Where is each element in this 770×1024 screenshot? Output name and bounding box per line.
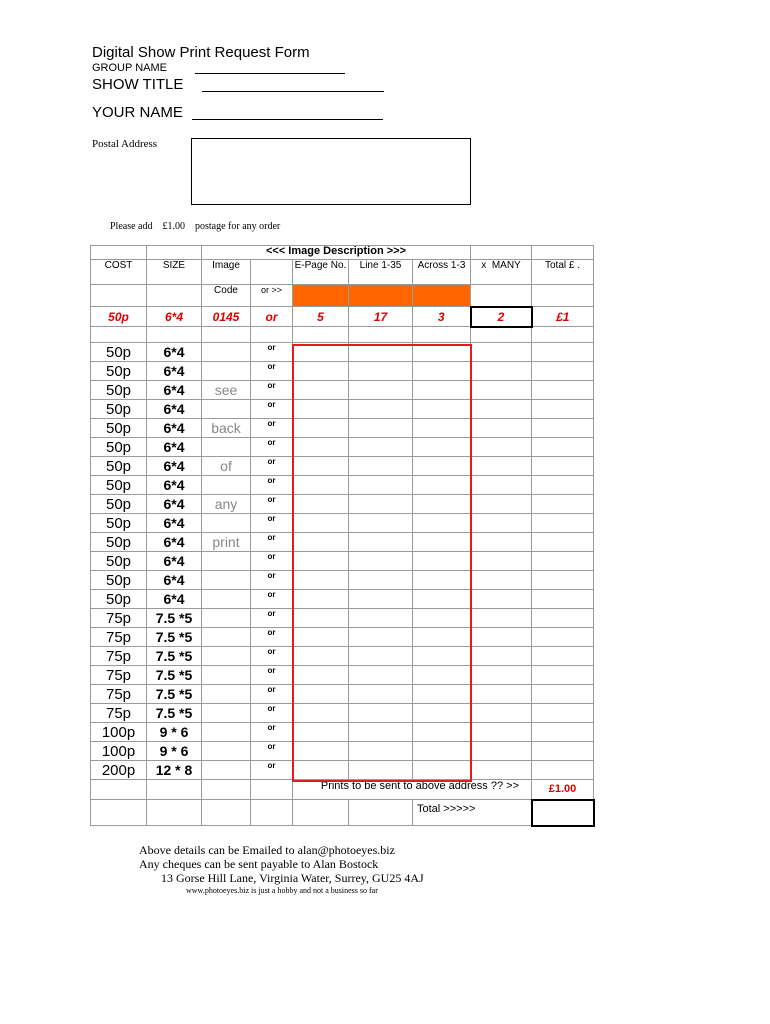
table-row (91, 666, 594, 685)
row-image-code[interactable] (202, 590, 251, 609)
row-epage-input[interactable] (293, 685, 349, 704)
row-epage-input[interactable] (293, 609, 349, 628)
row-line-input[interactable] (349, 533, 413, 552)
row-total (532, 761, 594, 780)
total-label: Total >>>>> (413, 800, 532, 826)
row-image-code[interactable] (202, 400, 251, 419)
row-cost: 50p (91, 362, 147, 381)
row-epage-input[interactable] (293, 533, 349, 552)
table-row (91, 571, 594, 590)
table-row (91, 343, 594, 362)
row-cost: 75p (91, 609, 147, 628)
row-epage-input[interactable] (293, 590, 349, 609)
row-many-input[interactable] (471, 571, 532, 590)
row-size: 7.5 *5 (147, 647, 202, 666)
row-image-code[interactable] (202, 628, 251, 647)
header-size: SIZE (147, 260, 202, 285)
row-cost: 50p (91, 343, 147, 362)
row-many-input[interactable] (471, 362, 532, 381)
row-or: or (251, 362, 293, 381)
example-epage: 5 (293, 307, 349, 327)
across-highlight (413, 285, 471, 307)
row-cost: 50p (91, 514, 147, 533)
row-many-input[interactable] (471, 704, 532, 723)
row-across-input[interactable] (413, 609, 471, 628)
row-many-input[interactable] (471, 514, 532, 533)
header-blank (251, 260, 293, 285)
row-total (532, 685, 594, 704)
row-many-input[interactable] (471, 647, 532, 666)
table-row (91, 742, 594, 761)
row-total (532, 647, 594, 666)
row-cost: 100p (91, 723, 147, 742)
row-or: or (251, 495, 293, 514)
row-epage-input[interactable] (293, 514, 349, 533)
postage-note: Please add £1.00 postage for any order (110, 221, 281, 232)
row-total (532, 457, 594, 476)
row-across-input[interactable] (413, 742, 471, 761)
row-cost: 50p (91, 552, 147, 571)
row-or: or (251, 609, 293, 628)
row-line-input[interactable] (349, 400, 413, 419)
postage-value: £1.00 (532, 780, 594, 800)
table-row (91, 476, 594, 495)
your-name-label: YOUR NAME (92, 104, 183, 121)
postal-address-field[interactable] (191, 138, 471, 205)
row-size: 7.5 *5 (147, 685, 202, 704)
row-epage-input[interactable] (293, 723, 349, 742)
row-or: or (251, 457, 293, 476)
table-row (91, 685, 594, 704)
row-many-input[interactable] (471, 419, 532, 438)
row-across-input[interactable] (413, 381, 471, 400)
row-image-code[interactable] (202, 438, 251, 457)
row-or: or (251, 628, 293, 647)
table-row (91, 495, 594, 514)
show-title-field[interactable] (202, 91, 384, 92)
row-size: 6*4 (147, 362, 202, 381)
row-epage-input[interactable] (293, 495, 349, 514)
row-across-input[interactable] (413, 476, 471, 495)
row-size: 6*4 (147, 381, 202, 400)
row-across-input[interactable] (413, 761, 471, 780)
row-across-input[interactable] (413, 666, 471, 685)
total-row (91, 800, 594, 826)
row-size: 6*4 (147, 476, 202, 495)
row-many-input[interactable] (471, 438, 532, 457)
row-across-input[interactable] (413, 495, 471, 514)
row-cost: 75p (91, 628, 147, 647)
row-total (532, 533, 594, 552)
row-epage-input[interactable] (293, 666, 349, 685)
row-line-input[interactable] (349, 742, 413, 761)
row-size: 9 * 6 (147, 723, 202, 742)
order-table (90, 245, 595, 827)
row-across-input[interactable] (413, 533, 471, 552)
row-total (532, 419, 594, 438)
row-line-input[interactable] (349, 609, 413, 628)
row-image-code[interactable]: any (202, 495, 251, 514)
epage-highlight (293, 285, 349, 307)
row-across-input[interactable] (413, 514, 471, 533)
row-total (532, 666, 594, 685)
row-cost: 50p (91, 590, 147, 609)
address-line: 13 Gorse Hill Lane, Virginia Water, Surrey, GU25 4AJ (161, 871, 424, 885)
table-row (91, 457, 594, 476)
row-line-input[interactable] (349, 552, 413, 571)
row-across-input[interactable] (413, 438, 471, 457)
table-row (91, 514, 594, 533)
row-image-code[interactable] (202, 362, 251, 381)
row-size: 6*4 (147, 590, 202, 609)
row-size: 6*4 (147, 514, 202, 533)
row-across-input[interactable] (413, 343, 471, 362)
header-image: Image (202, 260, 251, 285)
row-many-input[interactable] (471, 552, 532, 571)
row-or: or (251, 419, 293, 438)
row-or: or (251, 552, 293, 571)
row-many-input[interactable] (471, 761, 532, 780)
row-cost: 75p (91, 666, 147, 685)
row-size: 9 * 6 (147, 742, 202, 761)
row-image-code[interactable] (202, 514, 251, 533)
row-cost: 75p (91, 647, 147, 666)
row-total (532, 381, 594, 400)
row-cost: 100p (91, 742, 147, 761)
row-many-input[interactable] (471, 533, 532, 552)
row-image-code[interactable]: back (202, 419, 251, 438)
table-row (91, 438, 594, 457)
row-many-input[interactable] (471, 381, 532, 400)
row-cost: 50p (91, 438, 147, 457)
row-or: or (251, 704, 293, 723)
row-many-input[interactable] (471, 476, 532, 495)
row-cost: 50p (91, 457, 147, 476)
postal-address-label: Postal Address (92, 138, 158, 150)
form-title: Digital Show Print Request Form (92, 44, 310, 61)
row-or: or (251, 438, 293, 457)
row-line-input[interactable] (349, 514, 413, 533)
row-epage-input[interactable] (293, 647, 349, 666)
table-row (91, 723, 594, 742)
row-line-input[interactable] (349, 704, 413, 723)
row-or: or (251, 381, 293, 400)
table-row (91, 704, 594, 723)
row-epage-input[interactable] (293, 438, 349, 457)
row-line-input[interactable] (349, 381, 413, 400)
row-many-input[interactable] (471, 343, 532, 362)
row-line-input[interactable] (349, 362, 413, 381)
disclaimer-line: www.photoeyes.biz is just a hobby and not a business so far (186, 886, 378, 895)
row-or: or (251, 514, 293, 533)
row-many-input[interactable] (471, 685, 532, 704)
row-across-input[interactable] (413, 400, 471, 419)
header-code: Code (202, 285, 251, 307)
row-image-code[interactable] (202, 476, 251, 495)
row-total (532, 609, 594, 628)
row-size: 7.5 *5 (147, 628, 202, 647)
header-total: Total £ . (532, 260, 594, 285)
your-name-field[interactable] (192, 119, 383, 120)
row-image-code[interactable] (202, 742, 251, 761)
row-epage-input[interactable] (293, 419, 349, 438)
postage-row (91, 780, 594, 800)
row-cost: 75p (91, 704, 147, 723)
row-size: 6*4 (147, 457, 202, 476)
header-epage: E-Page No. (293, 260, 349, 285)
table-row (91, 419, 594, 438)
row-total (532, 400, 594, 419)
row-image-code[interactable] (202, 647, 251, 666)
row-line-input[interactable] (349, 476, 413, 495)
row-line-input[interactable] (349, 438, 413, 457)
row-line-input[interactable] (349, 495, 413, 514)
row-size: 6*4 (147, 438, 202, 457)
row-across-input[interactable] (413, 647, 471, 666)
email-line: Above details can be Emailed to alan@photoeyes.biz (139, 843, 395, 857)
row-image-code[interactable] (202, 571, 251, 590)
example-size: 6*4 (147, 307, 202, 327)
row-cost: 200p (91, 761, 147, 780)
row-image-code[interactable]: see (202, 381, 251, 400)
row-size: 7.5 *5 (147, 704, 202, 723)
example-row (91, 307, 594, 327)
row-line-input[interactable] (349, 457, 413, 476)
example-code: 0145 (202, 307, 251, 327)
row-epage-input[interactable] (293, 400, 349, 419)
row-total (532, 628, 594, 647)
row-epage-input[interactable] (293, 476, 349, 495)
row-total (532, 343, 594, 362)
row-line-input[interactable] (349, 343, 413, 362)
row-total (532, 571, 594, 590)
row-or: or (251, 400, 293, 419)
row-cost: 50p (91, 533, 147, 552)
row-across-input[interactable] (413, 590, 471, 609)
row-image-code[interactable] (202, 666, 251, 685)
row-epage-input[interactable] (293, 552, 349, 571)
row-many-input[interactable] (471, 400, 532, 419)
row-total (532, 742, 594, 761)
row-or: or (251, 533, 293, 552)
row-epage-input[interactable] (293, 381, 349, 400)
row-size: 6*4 (147, 343, 202, 362)
example-total: £1 (532, 307, 594, 327)
row-across-input[interactable] (413, 723, 471, 742)
row-across-input[interactable] (413, 362, 471, 381)
postage-row-label: Prints to be sent to above address ?? >> (293, 780, 532, 800)
table-row (91, 362, 594, 381)
table-row (91, 400, 594, 419)
row-size: 6*4 (147, 533, 202, 552)
row-or: or (251, 666, 293, 685)
header-or: or >> (251, 285, 293, 307)
example-many: 2 (471, 307, 532, 327)
row-or: or (251, 590, 293, 609)
show-title-label: SHOW TITLE (92, 76, 184, 93)
row-line-input[interactable] (349, 666, 413, 685)
row-size: 6*4 (147, 571, 202, 590)
row-size: 6*4 (147, 400, 202, 419)
row-many-input[interactable] (471, 495, 532, 514)
row-total (532, 590, 594, 609)
row-many-input[interactable] (471, 742, 532, 761)
row-cost: 50p (91, 495, 147, 514)
header-line: Line 1-35 (349, 260, 413, 285)
row-cost: 50p (91, 476, 147, 495)
header-many: x MANY (471, 260, 532, 285)
row-size: 6*4 (147, 419, 202, 438)
row-many-input[interactable] (471, 590, 532, 609)
row-epage-input[interactable] (293, 457, 349, 476)
row-across-input[interactable] (413, 704, 471, 723)
row-across-input[interactable] (413, 419, 471, 438)
row-cost: 50p (91, 381, 147, 400)
row-epage-input[interactable] (293, 761, 349, 780)
row-epage-input[interactable] (293, 362, 349, 381)
header-across: Across 1-3 (413, 260, 471, 285)
row-total (532, 438, 594, 457)
row-line-input[interactable] (349, 628, 413, 647)
row-cost: 50p (91, 400, 147, 419)
table-row (91, 590, 594, 609)
row-cost: 50p (91, 419, 147, 438)
row-line-input[interactable] (349, 723, 413, 742)
row-total (532, 495, 594, 514)
row-size: 6*4 (147, 495, 202, 514)
row-many-input[interactable] (471, 609, 532, 628)
table-row (91, 533, 594, 552)
example-across: 3 (413, 307, 471, 327)
table-row (91, 647, 594, 666)
row-epage-input[interactable] (293, 742, 349, 761)
row-line-input[interactable] (349, 761, 413, 780)
image-description-header: <<< Image Description >>> (202, 246, 471, 260)
example-or: or (251, 307, 293, 327)
row-across-input[interactable] (413, 457, 471, 476)
cheque-line: Any cheques can be sent payable to Alan Bostock (139, 857, 379, 871)
row-or: or (251, 723, 293, 742)
row-image-code[interactable]: of (202, 457, 251, 476)
table-row (91, 381, 594, 400)
table-row (91, 552, 594, 571)
row-image-code[interactable] (202, 704, 251, 723)
row-epage-input[interactable] (293, 628, 349, 647)
table-row (91, 628, 594, 647)
row-image-code[interactable] (202, 609, 251, 628)
row-many-input[interactable] (471, 628, 532, 647)
row-many-input[interactable] (471, 723, 532, 742)
row-epage-input[interactable] (293, 704, 349, 723)
row-many-input[interactable] (471, 666, 532, 685)
table-row (91, 609, 594, 628)
row-cost: 50p (91, 571, 147, 590)
row-cost: 75p (91, 685, 147, 704)
row-image-code[interactable] (202, 685, 251, 704)
row-total (532, 362, 594, 381)
row-size: 6*4 (147, 552, 202, 571)
grand-total-field[interactable] (532, 800, 594, 826)
row-line-input[interactable] (349, 419, 413, 438)
row-across-input[interactable] (413, 552, 471, 571)
row-image-code[interactable] (202, 552, 251, 571)
row-size: 12 * 8 (147, 761, 202, 780)
row-line-input[interactable] (349, 685, 413, 704)
row-many-input[interactable] (471, 457, 532, 476)
row-image-code[interactable]: print (202, 533, 251, 552)
row-total (532, 723, 594, 742)
row-total (532, 514, 594, 533)
row-image-code[interactable] (202, 343, 251, 362)
row-across-input[interactable] (413, 571, 471, 590)
row-or: or (251, 742, 293, 761)
line-highlight (349, 285, 413, 307)
row-or: or (251, 343, 293, 362)
row-or: or (251, 647, 293, 666)
group-name-field[interactable] (195, 73, 345, 74)
row-epage-input[interactable] (293, 571, 349, 590)
row-total (532, 476, 594, 495)
row-size: 7.5 *5 (147, 609, 202, 628)
group-name-label: GROUP NAME (92, 62, 167, 74)
row-image-code[interactable] (202, 723, 251, 742)
row-image-code[interactable] (202, 761, 251, 780)
row-across-input[interactable] (413, 628, 471, 647)
row-or: or (251, 571, 293, 590)
row-total (532, 704, 594, 723)
row-or: or (251, 476, 293, 495)
row-line-input[interactable] (349, 571, 413, 590)
header-cost: COST (91, 260, 147, 285)
example-line: 17 (349, 307, 413, 327)
row-or: or (251, 761, 293, 780)
row-or: or (251, 685, 293, 704)
table-row (91, 761, 594, 780)
row-size: 7.5 *5 (147, 666, 202, 685)
row-total (532, 552, 594, 571)
row-line-input[interactable] (349, 647, 413, 666)
row-across-input[interactable] (413, 685, 471, 704)
row-line-input[interactable] (349, 590, 413, 609)
row-epage-input[interactable] (293, 343, 349, 362)
example-cost: 50p (91, 307, 147, 327)
